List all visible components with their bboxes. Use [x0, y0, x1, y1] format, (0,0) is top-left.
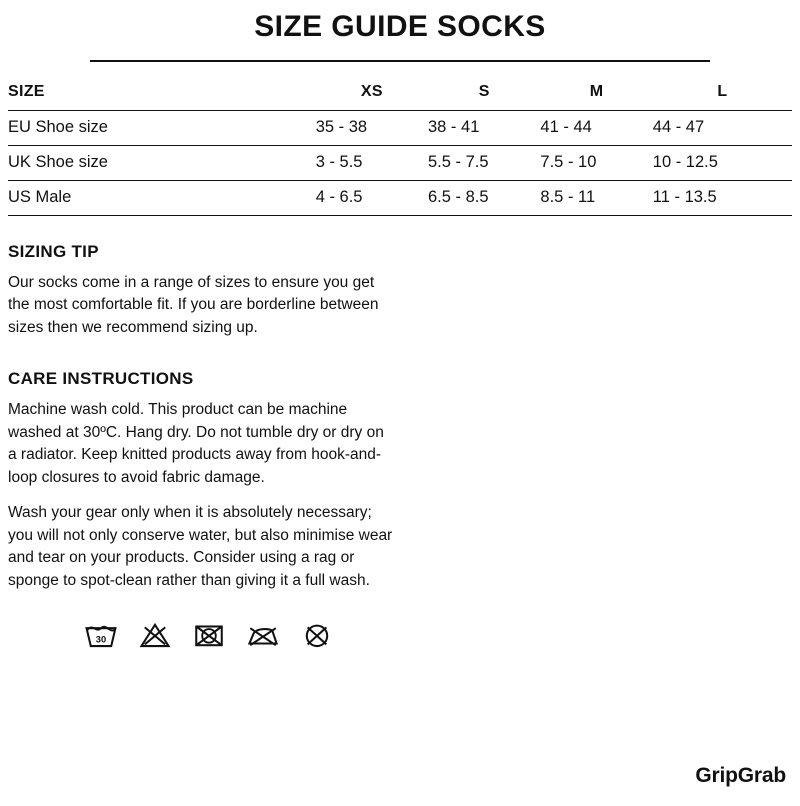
- column-header-l: L: [653, 76, 792, 111]
- cell-eu-s: 38 - 41: [428, 111, 540, 146]
- title-divider: [90, 60, 710, 62]
- wash-30-icon: [84, 620, 118, 650]
- column-header-xs: XS: [316, 76, 428, 111]
- cell-uk-xs: 3 - 5.5: [316, 146, 428, 181]
- table-row: [8, 181, 792, 216]
- table-header-row: [8, 76, 792, 111]
- care-symbols-row: [8, 620, 792, 650]
- sizing-tip-heading: SIZING TIP: [8, 242, 99, 261]
- table-row: [8, 146, 792, 181]
- do-not-dry-clean-icon: [300, 620, 334, 650]
- column-header-m: M: [540, 76, 652, 111]
- column-header-size: SIZE: [8, 76, 316, 111]
- care-instructions-section: [8, 369, 792, 650]
- cell-us-xs: 4 - 6.5: [316, 181, 428, 216]
- brand-logo: GripGrab: [695, 764, 786, 787]
- cell-eu-l: 44 - 47: [653, 111, 792, 146]
- column-header-s: S: [428, 76, 540, 111]
- svg-text:30: 30: [95, 634, 107, 645]
- do-not-tumble-dry-icon: [192, 620, 226, 650]
- sizing-tip-paragraph: Our socks come in a range of sizes to ensure you get the most comfortable fit. If you are borderline between sizes then we recommend sizing up.: [8, 274, 379, 336]
- table-body: [8, 111, 792, 216]
- row-label-us-male: US Male: [8, 181, 316, 216]
- cell-us-l: 11 - 13.5: [653, 181, 792, 216]
- size-guide-page: [0, 6, 800, 806]
- cell-uk-m: 7.5 - 10: [540, 146, 652, 181]
- cell-us-m: 8.5 - 11: [540, 181, 652, 216]
- sizing-tip-section: [8, 242, 792, 339]
- table-header: [8, 76, 792, 111]
- cell-uk-l: 10 - 12.5: [653, 146, 792, 181]
- cell-uk-s: 5.5 - 7.5: [428, 146, 540, 181]
- cell-us-s: 6.5 - 8.5: [428, 181, 540, 216]
- row-label-eu-shoe-size: EU Shoe size: [8, 111, 316, 146]
- table-row: [8, 111, 792, 146]
- care-paragraph-1: Machine wash cold. This product can be machine washed at 30ºC. Hang dry. Do not tumble dry or dry on a radiator. Keep knitted products away from hook-and-loop closures to avoid fabric damage.: [8, 401, 384, 486]
- care-paragraph-2: Wash your gear only when it is absolutely necessary; you will not only conserve water, but also minimise wear and tear on your products. Consider using a rag or sponge to spot-clean rather than giving it a full wash.: [8, 504, 393, 589]
- page-title: SIZE GUIDE SOCKS: [254, 10, 546, 43]
- cell-eu-xs: 35 - 38: [316, 111, 428, 146]
- do-not-iron-icon: [246, 620, 280, 650]
- care-instructions-heading: CARE INSTRUCTIONS: [8, 369, 194, 389]
- row-label-uk-shoe-size: UK Shoe size: [8, 146, 316, 181]
- cell-eu-m: 41 - 44: [540, 111, 652, 146]
- do-not-bleach-icon: [138, 620, 172, 650]
- size-guide-table: [8, 76, 792, 216]
